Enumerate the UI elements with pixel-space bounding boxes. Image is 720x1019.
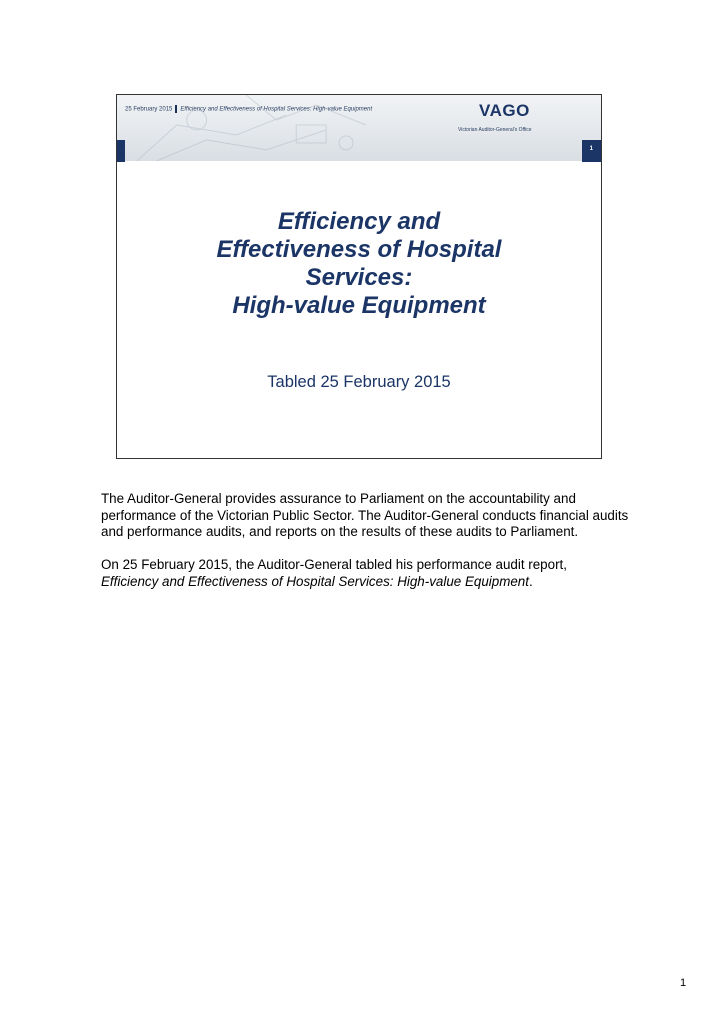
notes-report-title: Efficiency and Effectiveness of Hospital Services: High-value Equipment xyxy=(101,573,529,589)
slide-report-name: Efficiency and Effectiveness of Hospital Services: High-value Equipment xyxy=(180,106,373,113)
slide-title-line: Services: xyxy=(305,264,413,291)
speaker-notes xyxy=(101,491,631,607)
notes-paragraph-2-suffix: . xyxy=(528,573,533,589)
slide-title-line: Effectiveness of Hospital xyxy=(216,236,502,263)
header-separator xyxy=(175,105,177,113)
notes-paragraph-2 xyxy=(101,557,631,590)
slide-header-line xyxy=(125,105,372,113)
slide-header xyxy=(117,95,601,161)
notes-paragraph-2-prefix: On 25 February 2015, the Auditor-General tabled his performance audit report, xyxy=(101,557,567,573)
slide-title xyxy=(117,208,601,320)
slide-date: 25 February 2015 xyxy=(125,106,173,113)
vago-logo: VAGO xyxy=(479,101,530,120)
slide-tabled-date: Tabled 25 February 2015 xyxy=(267,373,451,391)
notes-paragraph-1: The Auditor-General provides assurance to Parliament on the accountability and performance of the Victorian Public Sector. The Auditor-General conducts financial audits and performance audits, and reports on the results of these audits to Parliament. xyxy=(101,491,629,540)
left-side-tab xyxy=(117,140,125,162)
slide-number: 1 xyxy=(589,146,593,152)
slide-title-line: Efficiency and xyxy=(277,208,441,235)
slide-thumbnail xyxy=(116,94,602,459)
slide-title-line: High-value Equipment xyxy=(232,292,486,319)
vago-logo-caption: Victorian Auditor-General's Office xyxy=(458,127,532,133)
page-number: 1 xyxy=(680,977,687,989)
